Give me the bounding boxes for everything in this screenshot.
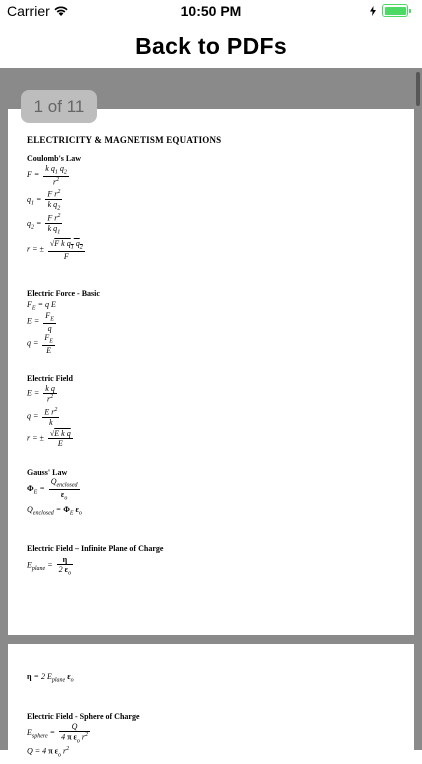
equation: $F_E = q$ E <box>27 300 56 312</box>
carrier-label: Carrier <box>7 3 50 19</box>
back-to-pdfs-button[interactable]: Back to PDFs <box>135 33 287 59</box>
equation: $E_{plane}$ = $\frac{\eta}{2 \varepsilon_o}$ <box>27 555 72 577</box>
equation: r = ± $\frac{\text{√E k q}}{E}$ <box>27 429 71 448</box>
status-bar <box>0 0 422 24</box>
section-heading-sphere: Electric Field - Sphere of Charge <box>27 712 140 721</box>
pdf-viewer[interactable] <box>0 68 422 759</box>
equation: Q = 4 π $\varepsilon_o$ $r^2$ <box>27 746 70 759</box>
equation: $q_2$ = $\frac{F r^2}{k q_1}$ <box>27 213 61 236</box>
page-indicator: 1 of 11 <box>21 90 97 123</box>
section-heading-electric-force: Electric Force - Basic <box>27 289 100 298</box>
equation: E = $\frac{F_E}{q}$ <box>27 311 54 333</box>
equation: q = $\frac{E r^2}{k}$ <box>27 407 58 427</box>
equation: r = ± $\frac{√F k q_1 q_2}{F}$ <box>27 239 83 261</box>
pdf-page-1 <box>8 109 414 635</box>
battery-fill <box>385 7 406 15</box>
equation: η = 2 $E_{plane}$ $\varepsilon_o$ <box>27 672 74 684</box>
battery-icon <box>382 4 408 17</box>
clock: 10:50 PM <box>180 3 242 19</box>
equation: $\Phi_E$ = $\frac{Q_{enclosed}}{\varepsilon_o}$ <box>27 477 78 502</box>
equation: $E_{sphere}$ = $\frac{Q}{4 \pi \varepsilon_o r^2}$ <box>27 722 89 745</box>
equation: $Q_{enclosed} = \Phi_E$ $\varepsilon_o$ <box>27 505 82 517</box>
equation: E = $\frac{\text{k q}}{r^2}$ <box>27 384 55 404</box>
section-heading-infinite-plane: Electric Field – Infinite Plane of Charge <box>27 544 164 553</box>
scrollbar[interactable] <box>416 72 420 106</box>
section-heading-coulomb: Coulomb's Law <box>27 154 82 163</box>
section-heading-electric-field: Electric Field <box>27 374 73 383</box>
equation: q = $\frac{F_E}{E}$ <box>27 333 53 355</box>
equation: $q_1$ = $\frac{F r^2}{k q_2}$ <box>27 189 61 212</box>
equation: F = $\frac{k q_1 q_2}{r^2}$ <box>27 164 67 187</box>
battery-nub <box>409 9 411 13</box>
pdf-page-2 <box>8 644 414 764</box>
section-heading-gauss: Gauss' Law <box>27 468 68 477</box>
navigation-bar <box>0 24 422 68</box>
charging-bolt-icon <box>370 6 376 16</box>
document-title: ELECTRICITY & MAGNETISM EQUATIONS <box>27 135 222 145</box>
